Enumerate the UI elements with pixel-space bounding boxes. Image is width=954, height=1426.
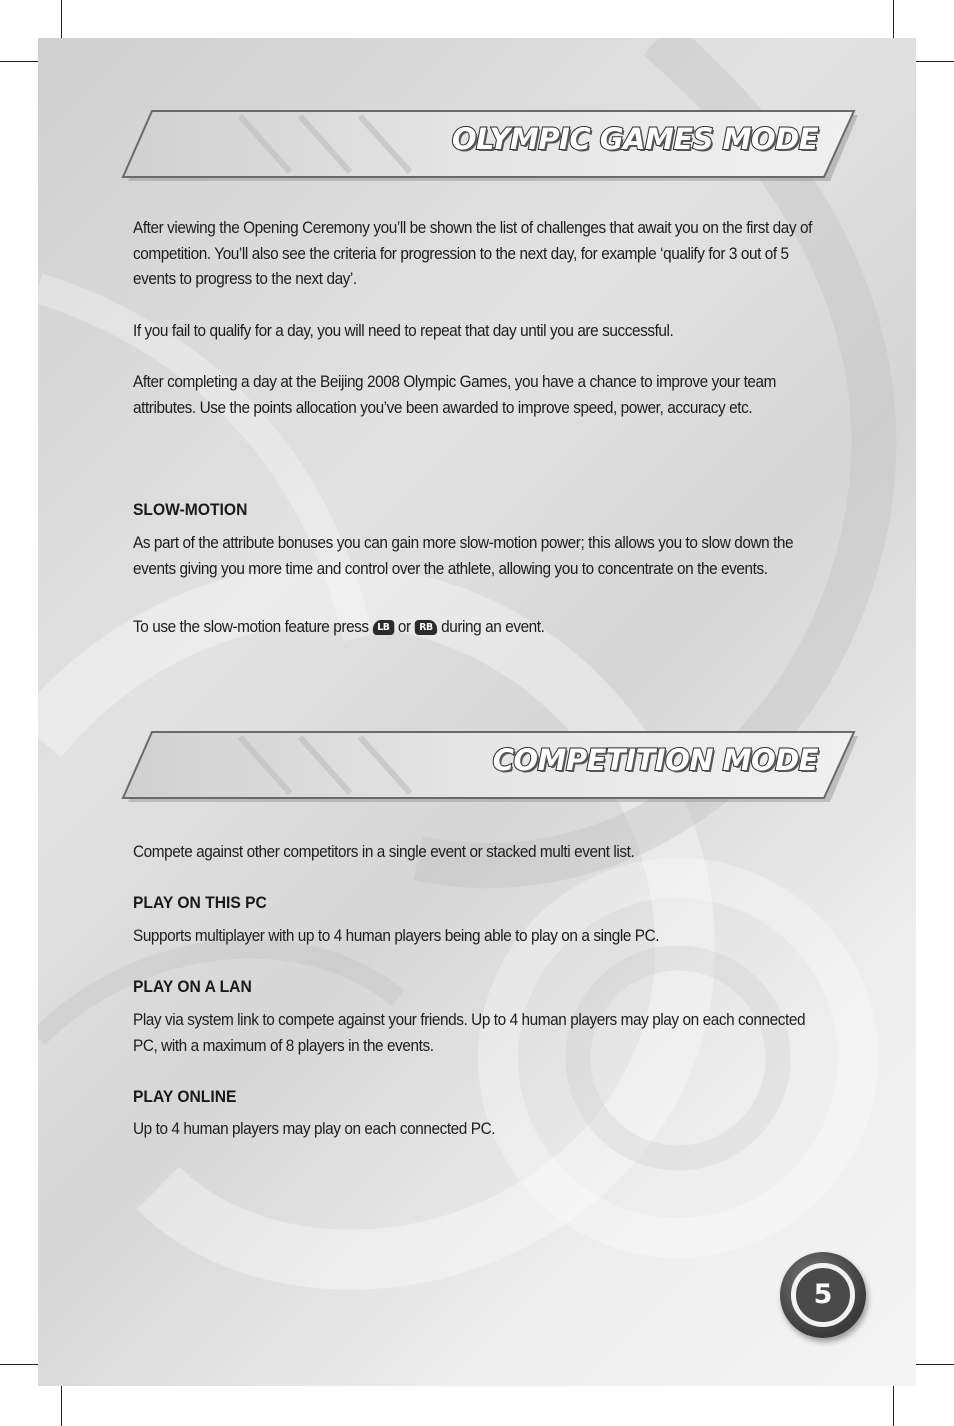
paragraph: As part of the attribute bonuses you can gain more slow-motion power; this allows you to slow down the events giving you more time and control over the athlete, allowing you to concentrate on the events. — [133, 534, 794, 578]
crop-mark — [893, 0, 894, 38]
lb-button-icon: LB — [373, 620, 394, 635]
instruction-prefix: To use the slow-motion feature press — [133, 618, 369, 636]
crop-mark — [0, 1364, 38, 1365]
section-banner-olympic-games-mode — [120, 108, 860, 182]
subsection-heading: PLAY ON THIS PC — [133, 893, 267, 912]
section-title: OLYMPIC GAMES MODE — [451, 122, 818, 156]
crop-mark — [0, 61, 38, 62]
instruction-connector: or — [397, 618, 411, 636]
paragraph: After viewing the Opening Ceremony you’ll be shown the list of challenges that await you on the first day of competition. You’ll also see the criteria for progression to the next day, for example ‘qualify for 3 out of 5 events to progress to the next day’. — [133, 219, 812, 288]
crop-mark — [61, 0, 62, 38]
paragraph: Up to 4 human players may play on each connected PC. — [133, 1120, 496, 1138]
section-banner-competition-mode — [120, 729, 860, 803]
page-number: 5 — [791, 1263, 855, 1327]
paragraph: Play via system link to compete against your friends. Up to 4 human players may play on each connected PC, with a maximum of 8 players in the events. — [133, 1011, 806, 1055]
crop-mark — [61, 1386, 62, 1426]
paragraph: After completing a day at the Beijing 2008 Olympic Games, you have a chance to improve your team attributes. Use the points allocation you’ve been awarded to improve speed, power, accuracy etc. — [133, 373, 777, 417]
paragraph: Supports multiplayer with up to 4 human players being able to play on a single PC. — [133, 927, 660, 945]
subsection-heading: PLAY ONLINE — [133, 1087, 237, 1106]
crop-mark — [916, 1364, 954, 1365]
subsection-heading: SLOW-MOTION — [133, 500, 248, 519]
instruction-suffix: during an event. — [441, 618, 545, 636]
subsection-heading: PLAY ON A LAN — [133, 977, 252, 996]
paragraph: If you fail to qualify for a day, you will need to repeat that day until you are successful. — [133, 322, 674, 340]
rb-button-icon: RB — [415, 620, 438, 635]
section-title: COMPETITION MODE — [492, 743, 818, 777]
crop-mark — [893, 1386, 894, 1426]
page-number-badge — [780, 1252, 866, 1338]
paragraph: Compete against other competitors in a single event or stacked multi event list. — [133, 843, 635, 861]
crop-mark — [916, 61, 954, 62]
slow-motion-instruction — [133, 615, 823, 641]
